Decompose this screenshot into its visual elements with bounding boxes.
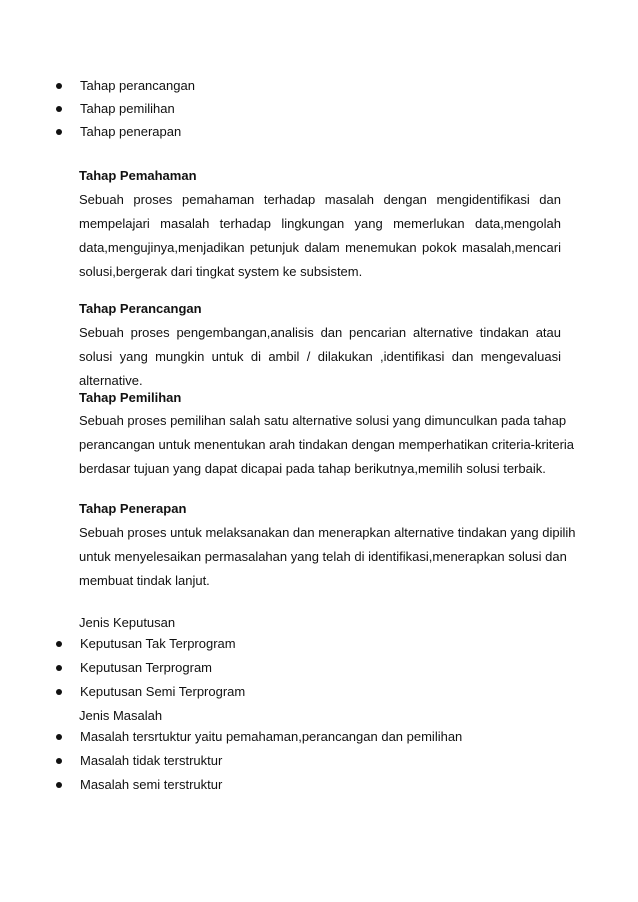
bullet-icon [56, 782, 62, 788]
paragraph-line: perancangan untuk menentukan arah tindakan dengan memperhatikan criteria-kriteria [79, 437, 575, 452]
paragraph-line: Sebuah proses untuk melaksanakan dan menerapkan alternative tindakan yang dipilih [79, 525, 576, 540]
paragraph-line: solusi yang mungkin untuk di ambil / dilakukan ,identifikasi dan mengevaluasi [79, 349, 561, 364]
section-paragraph [79, 412, 575, 484]
decision-types-label: Jenis Keputusan [79, 615, 176, 630]
section-heading: Tahap Perancangan [79, 301, 202, 316]
paragraph-line: alternative. [79, 373, 143, 388]
bullet-icon [56, 689, 62, 695]
bullet-icon [56, 83, 62, 89]
bullet-icon [56, 758, 62, 764]
paragraph-line: Sebuah proses pemilihan salah satu alternative solusi yang dimunculkan pada tahap [79, 413, 567, 428]
paragraph-line: Sebuah proses pengembangan,analisis dan pencarian alternative tindakan atau [79, 325, 561, 340]
paragraph-line: berdasar tujuan yang dapat dicapai pada tahap berikutnya,memilih solusi terbaik. [79, 461, 546, 476]
problem-types-label: Jenis Masalah [79, 708, 163, 723]
document-page: Tahap perancangan Tahap pemilihan Tahap penerapan Tahap Pemahaman Sebuah proses pemahaman terhadap masalah dengan mengidentifikasi dan mempelajari masalah terhadap lingkungan yang memerlukan data,mengolah data,mengujinya,menjadikan petunjuk dalam menemukan pokok masalah,mencari solusi,bergerak dari tingkat system ke subsistem. Tahap Perancangan Sebuah proses pengembangan,analisis dan pencarian alternative tindakan atau solusi yang mungkin untuk di ambil / dilakukan ,identifikasi dan mengevaluasi alternative. Tahap Pemilihan Sebuah proses pemilihan salah satu alternative solusi yang dimunculkan pada tahap perancangan untuk menentukan arah tindakan dengan memperhatikan criteria-kriteria berdasar tujuan yang dapat dicapai pada tahap berikutnya,memilih solusi terbaik. Tahap Penerapan Sebuah proses untuk melaksanakan dan menerapkan alternative tindakan yang dipilih untuk menyelesaikan permasalahan yang telah di identifikasi,menerapkan solusi dan membuat tindak lanjut. Jenis Keputusan Keputusan Tak Terprogram Keputusan Terprogram Keputusan Semi Terprogram Jenis Masalah Masalah tersrtuktur yaitu pemahaman,perancangan dan pemilihan Masalah tidak terstruktur Masalah semi terstruktur [0, 0, 638, 902]
paragraph-line: untuk menyelesaikan permasalahan yang telah di identifikasi,menerapkan solusi dan [79, 549, 567, 564]
section-heading: Tahap Penerapan [79, 501, 187, 516]
bullet-icon [56, 129, 62, 135]
section-heading: Tahap Pemahaman [79, 168, 197, 183]
section-paragraph [79, 324, 561, 390]
paragraph-line: data,mengujinya,menjadikan petunjuk dalam menemukan pokok masalah,mencari [79, 240, 561, 255]
section-paragraph [79, 191, 561, 287]
bullet-icon [56, 106, 62, 112]
paragraph-line: mempelajari masalah terhadap lingkungan yang memerlukan data,mengolah [79, 216, 561, 231]
section-heading: Tahap Pemilihan [79, 390, 182, 405]
paragraph-line: solusi,bergerak dari tingkat system ke subsistem. [79, 264, 363, 279]
paragraph-line: Sebuah proses pemahaman terhadap masalah dengan mengidentifikasi dan [79, 192, 561, 207]
bullet-icon [56, 734, 62, 740]
section-paragraph [79, 524, 576, 596]
paragraph-line: membuat tindak lanjut. [79, 573, 210, 588]
bullet-icon [56, 641, 62, 647]
bullet-icon [56, 665, 62, 671]
